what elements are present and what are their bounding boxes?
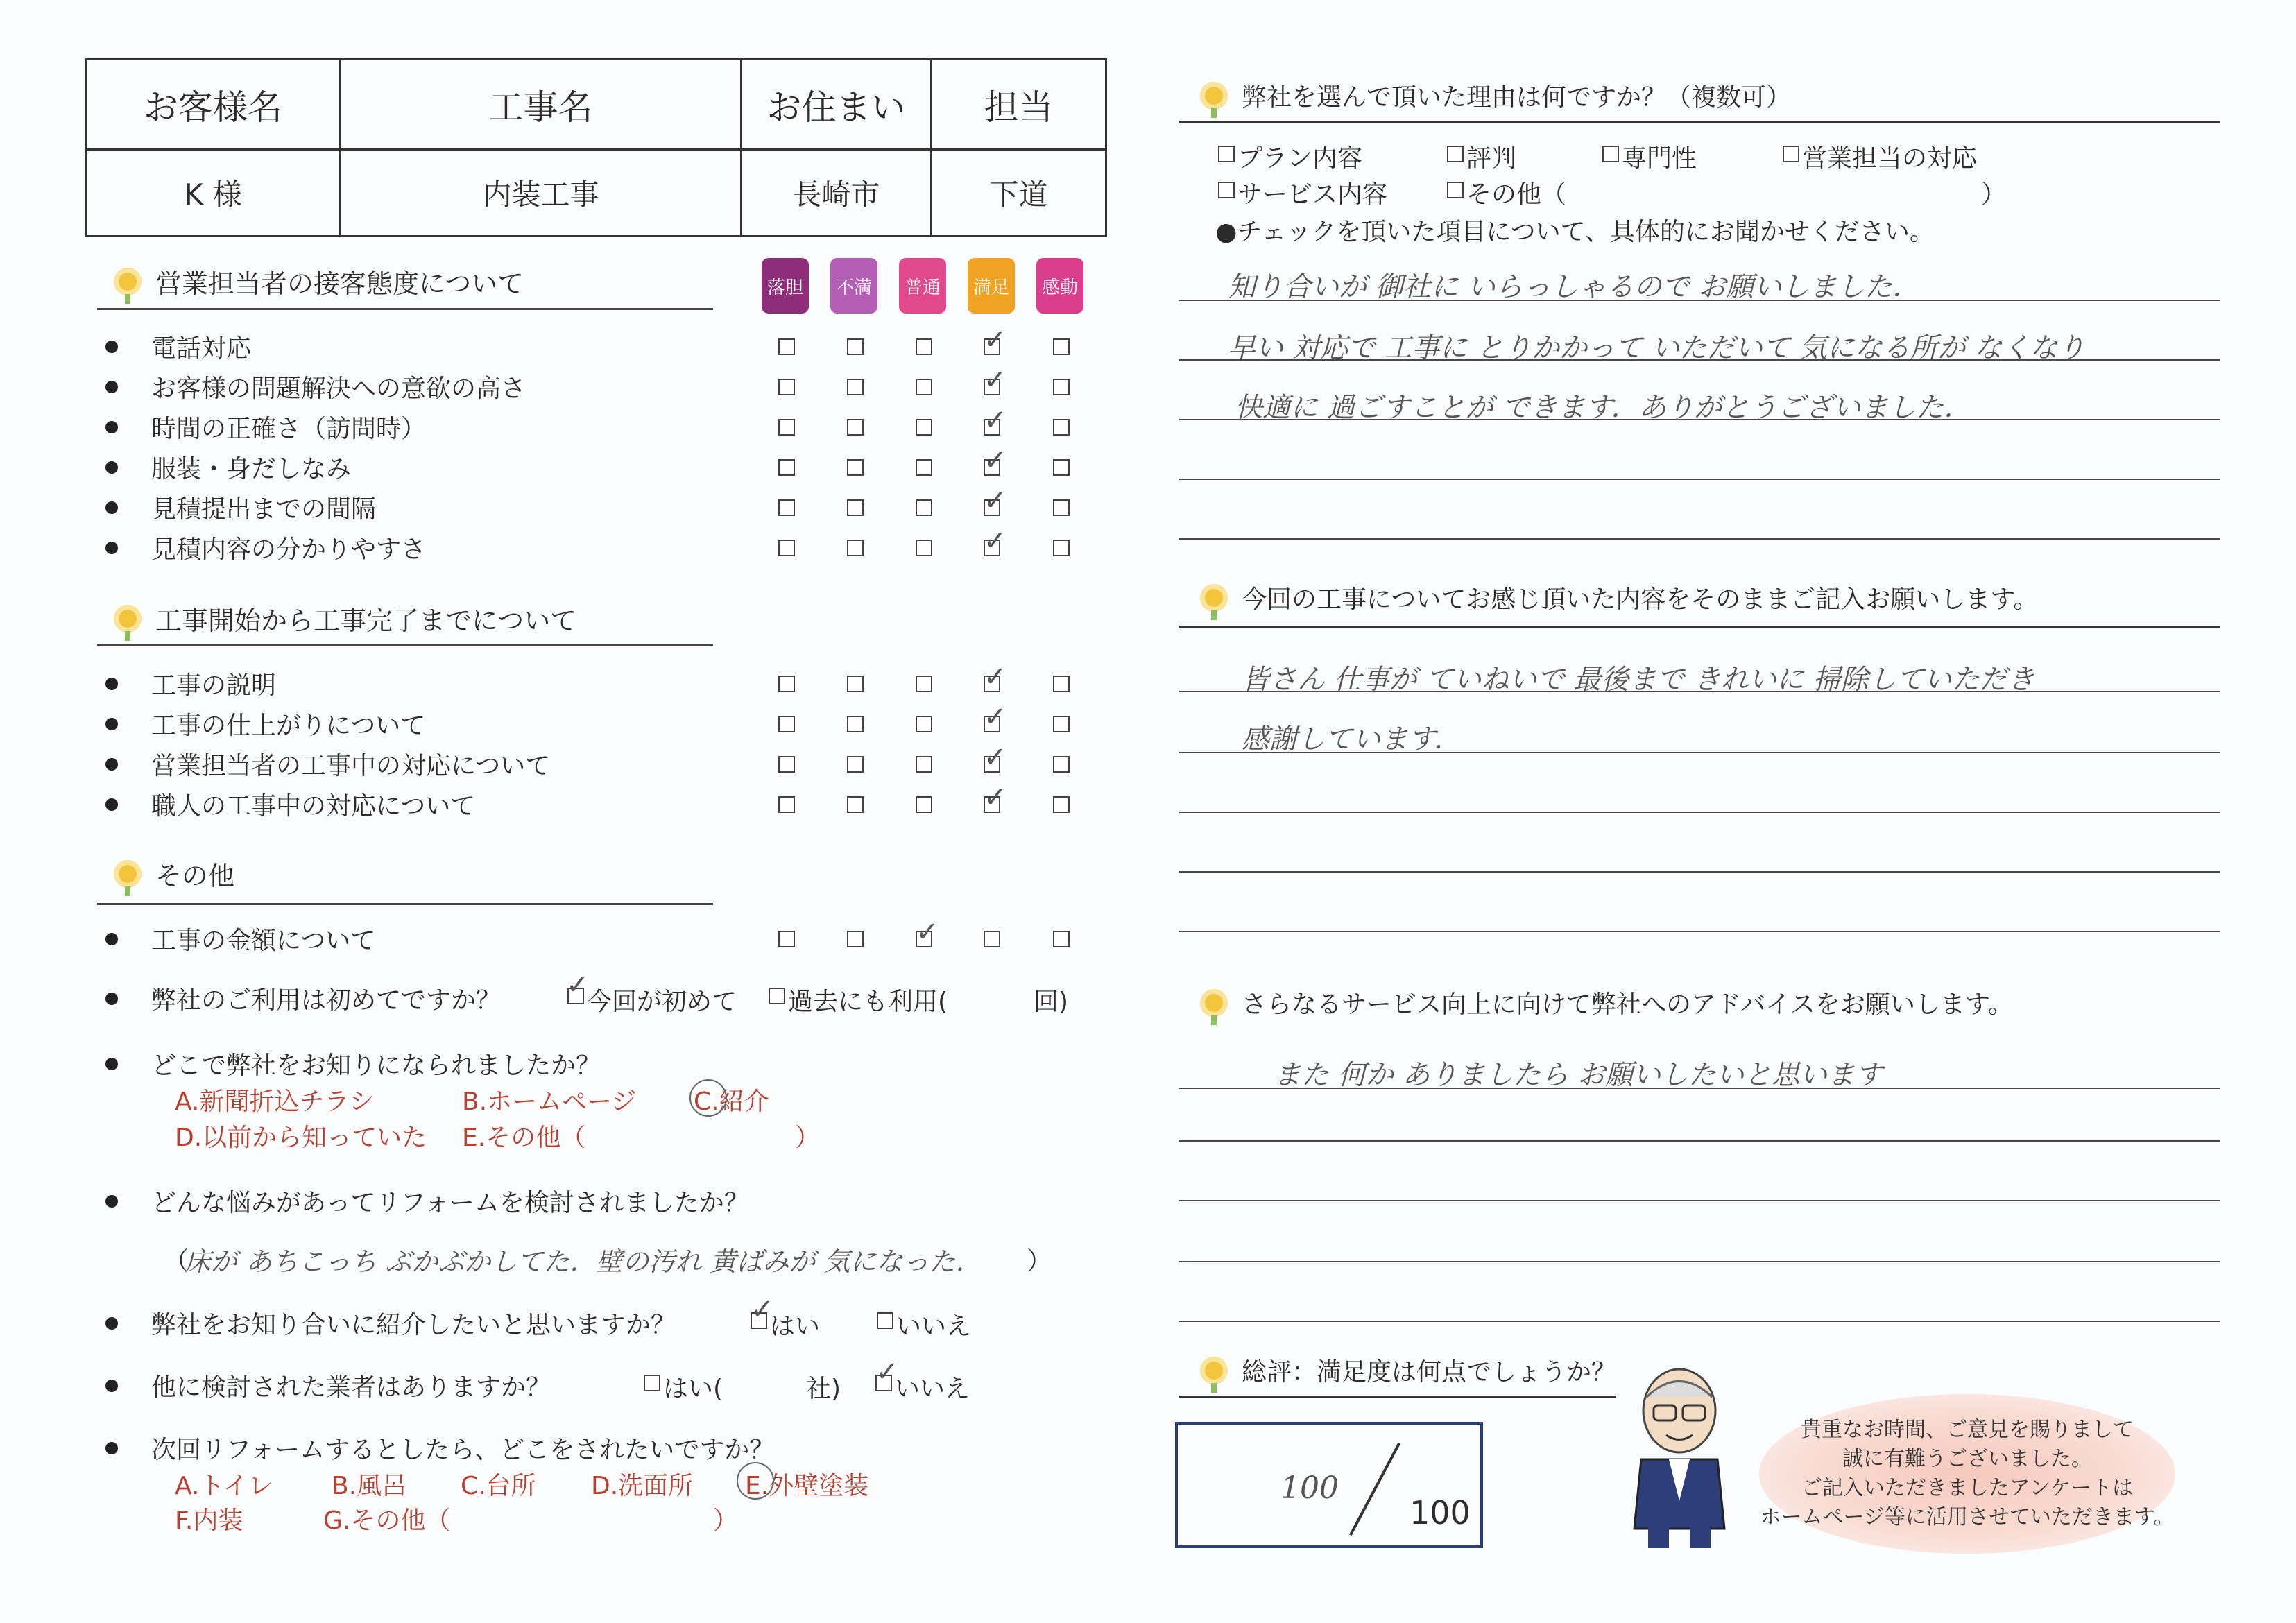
section1-divider [97, 308, 713, 310]
thanks-line-4: ホームページ等に活用させていただきます。 [1760, 1505, 2175, 1529]
section2-divider [97, 644, 713, 646]
writing-line [1179, 812, 2220, 813]
rating-checkbox[interactable] [984, 931, 1000, 947]
writing-line [1179, 871, 2220, 873]
rating-label-2: 不満 [830, 258, 877, 314]
rating-checkbox[interactable] [847, 379, 864, 395]
reason-other-checkbox[interactable] [1447, 182, 1464, 198]
s1-row-estimate-clarity: 見積内容の分かりやすさ [105, 530, 426, 565]
check-mark-icon: ✓ [984, 445, 1007, 476]
reason-detail-prompt: ●チェックを頂いた項目について、具体的にお聞かせください。 [1215, 218, 1935, 246]
reason-divider [1179, 121, 2220, 123]
advice-heading [1200, 985, 2013, 1020]
first-time-label: 今回が初めて [587, 988, 737, 1016]
thanks-line-3: ご記入いただきましたアンケートは [1801, 1476, 2134, 1500]
rating-checkbox[interactable] [1053, 379, 1070, 395]
worry-close: ） [1027, 1247, 1052, 1276]
section1-title: 営業担当者の接客態度について [155, 268, 524, 299]
flower-icon [1200, 1357, 1228, 1384]
rating-checkbox[interactable] [1053, 540, 1070, 556]
rating-checkbox[interactable] [778, 419, 795, 436]
rating-checkbox[interactable] [778, 499, 795, 516]
q-how-know: どこで弊社をお知りになられましたか？ [105, 1046, 601, 1081]
know-option-d: D.以前から知っていた [175, 1124, 427, 1152]
bullet-icon [105, 798, 118, 811]
check-mark-icon: ✓ [984, 701, 1007, 733]
s2-row-sales-response: 営業担当者の工事中の対応について [105, 746, 550, 782]
next-option-d: D.洗面所 [591, 1472, 694, 1500]
thanks-message [1759, 1394, 2175, 1554]
thanks-line-2: 誠に有難うございました。 [1842, 1447, 2092, 1471]
rating-checkbox[interactable] [1053, 459, 1070, 476]
section3-heading [114, 855, 234, 893]
circle-mark-icon [737, 1462, 774, 1500]
customer-name: K 様 [184, 178, 242, 212]
advice-title: さらなるサービス向上に向けて弊社へのアドバイスをお願いします。 [1242, 990, 2014, 1019]
bullet-icon [105, 993, 118, 1005]
next-option-a: A.トイレ [175, 1472, 273, 1500]
bullet-icon [105, 421, 118, 433]
bullet-icon [105, 1380, 118, 1392]
header-staff-label: 担当 [984, 87, 1054, 128]
area-value: 長崎市 [792, 178, 880, 212]
rating-checkbox[interactable] [916, 796, 932, 813]
next-option-g: G.その他（ [323, 1506, 451, 1535]
rating-checkbox[interactable] [778, 756, 795, 773]
flower-icon [1200, 82, 1228, 110]
rating-checkbox[interactable] [1053, 796, 1070, 813]
next-option-g-end: ） [713, 1506, 739, 1535]
other-yes-checkbox[interactable] [644, 1375, 660, 1391]
next-option-b: B.風呂 [332, 1472, 407, 1500]
staff-value: 下道 [989, 178, 1048, 212]
q-next-reform: 次回リフォームするとしたら、どこをされたいですか？ [105, 1430, 774, 1466]
intro-no-checkbox[interactable] [877, 1312, 893, 1329]
s1-row-estimate-interval: 見積提出までの間隔 [105, 490, 376, 525]
reason-sales-checkbox[interactable] [1783, 146, 1799, 162]
bullet-icon [105, 933, 118, 945]
rating-checkbox[interactable] [847, 459, 864, 476]
next-option-f: F.内装 [175, 1506, 243, 1535]
know-option-e-end: ） [795, 1124, 821, 1152]
rating-checkbox[interactable] [847, 676, 864, 692]
bullet-icon [105, 501, 118, 514]
section2-title: 工事開始から工事完了までについて [155, 606, 577, 636]
s1-row-phone: 電話対応 [105, 329, 251, 364]
reason-answer-line-3: 快適に 過ごすことが できます．ありがとうございました． [1235, 392, 1972, 424]
rating-checkbox[interactable] [847, 796, 864, 813]
section3-title: その他 [155, 861, 235, 891]
rating-checkbox[interactable] [778, 338, 795, 355]
reason-other-end: ） [1981, 180, 2007, 209]
check-mark-icon: ✓ [916, 916, 939, 948]
bullet-icon [105, 718, 118, 730]
score-box [1175, 1422, 1483, 1548]
rating-checkbox[interactable] [1053, 756, 1070, 773]
check-mark-icon: ✓ [875, 1356, 899, 1388]
next-option-e: E.外壁塗装 [745, 1472, 869, 1500]
flower-icon [1200, 989, 1228, 1017]
impression-answer-line-2: 感謝しています． [1242, 723, 1462, 755]
rating-checkbox[interactable] [847, 931, 864, 947]
reason-sales-label: 営業担当の対応 [1802, 144, 1978, 173]
writing-line [1179, 931, 2220, 932]
s2-row-craftsman-response: 職人の工事中の対応について [105, 787, 475, 822]
impression-answer-line-1: 皆さん 仕事が ていねいで 最後まで きれいに 掃除していただき [1242, 664, 2035, 696]
s3-row-price: 工事の金額について [105, 921, 375, 956]
rating-checkbox[interactable] [1053, 419, 1070, 436]
other-no-label: いいえ [895, 1375, 970, 1403]
s2-row-explanation: 工事の説明 [105, 666, 276, 701]
flower-icon [1200, 584, 1228, 612]
writing-line [1179, 1200, 2220, 1201]
rating-checkbox[interactable] [916, 499, 932, 516]
rating-checkbox[interactable] [847, 419, 864, 436]
rating-checkbox[interactable] [778, 676, 795, 692]
bullet-icon [105, 1442, 118, 1454]
other-yes-unit: 社) [806, 1375, 841, 1403]
bullet-icon [105, 758, 118, 771]
circle-mark-icon [689, 1079, 727, 1117]
rating-checkbox[interactable] [778, 796, 795, 813]
rating-checkbox[interactable] [1053, 499, 1070, 516]
rating-checkbox[interactable] [847, 756, 864, 773]
total-heading [1200, 1352, 1616, 1388]
check-mark-icon: ✓ [984, 741, 1007, 773]
intro-yes-label: はい [770, 1312, 821, 1341]
check-mark-icon: ✓ [984, 485, 1007, 517]
rating-checkbox[interactable] [1053, 338, 1070, 355]
rating-checkbox[interactable] [847, 499, 864, 516]
flower-icon [114, 268, 142, 295]
rating-label-3: 普通 [899, 258, 946, 314]
rating-checkbox[interactable] [847, 716, 864, 732]
worry-open: （ [164, 1247, 189, 1276]
bullet-icon [105, 1195, 118, 1208]
q-worry: どんな悩みがあってリフォームを検討されましたか？ [105, 1183, 749, 1219]
rating-checkbox[interactable] [778, 379, 795, 395]
writing-line [1179, 1140, 2220, 1142]
other-yes-label: はい( [663, 1375, 723, 1403]
advice-answer-line-1: また 何か ありましたら お願いしたいと思います [1274, 1059, 1883, 1091]
score-value: 100 [1280, 1470, 1339, 1506]
rating-checkbox[interactable] [778, 540, 795, 556]
impression-title: 今回の工事についてお感じ頂いた内容をそのままご記入お願いします。 [1242, 585, 2039, 614]
rating-checkbox[interactable] [847, 540, 864, 556]
staff-mascot-icon [1620, 1362, 1738, 1556]
section2-heading [114, 599, 576, 637]
q-introduce: 弊社をお知り合いに紹介したいと思いますか？ [105, 1305, 676, 1341]
flower-icon [114, 860, 142, 888]
s1-row-motivation: お客様の問題解決への意欲の高さ [105, 369, 526, 404]
writing-line [1179, 1261, 2220, 1262]
past-use-label: 過去にも利用( [788, 988, 948, 1016]
writing-line [1179, 1321, 2220, 1322]
s2-row-finish: 工事の仕上がりについて [105, 706, 425, 741]
rating-checkbox[interactable] [778, 459, 795, 476]
bullet-icon [105, 381, 118, 393]
rating-label-5: 感動 [1036, 258, 1083, 314]
reason-answer-line-1: 知り合いが 御社に いらっしゃるので お願いしました． [1228, 271, 1921, 303]
total-title: 総評：満足度は何点でしょうか？ [1242, 1358, 1617, 1386]
rating-checkbox[interactable] [916, 756, 932, 773]
check-mark-icon: ✓ [984, 782, 1007, 814]
check-mark-icon: ✓ [984, 661, 1007, 693]
past-use-checkbox[interactable] [769, 988, 785, 1004]
rating-checkbox[interactable] [916, 419, 932, 436]
header-area-label: お住まい [766, 87, 906, 128]
check-mark-icon: ✓ [566, 969, 590, 1001]
section3-divider [97, 903, 713, 905]
s1-row-appearance: 服装・身だしなみ [105, 449, 351, 485]
impression-divider [1179, 626, 2220, 628]
bullet-icon [105, 461, 118, 474]
rating-checkbox[interactable] [916, 540, 932, 556]
reason-reputation-checkbox[interactable] [1447, 146, 1464, 162]
bullet-icon [105, 678, 118, 690]
flower-icon [114, 605, 142, 633]
rating-checkbox[interactable] [778, 931, 795, 947]
reason-service-label: サービス内容 [1237, 180, 1388, 209]
reason-other-label: その他（ [1466, 180, 1567, 209]
next-option-c: C.台所 [461, 1472, 536, 1500]
reason-heading [1200, 78, 1791, 113]
header-customer-label: お客様名 [144, 87, 282, 128]
writing-line [1179, 538, 2220, 540]
header-work-label: 工事名 [488, 87, 593, 128]
q-other-vendors: 他に検討された業者はありますか？ [105, 1368, 551, 1403]
reason-title: 弊社を選んで頂いた理由は何ですか？（複数可） [1242, 83, 1792, 112]
slash-divider [1349, 1443, 1400, 1536]
rating-checkbox[interactable] [916, 716, 932, 732]
section1-heading [114, 262, 524, 300]
reason-plan-checkbox[interactable] [1218, 146, 1235, 162]
reason-plan-label: プラン内容 [1237, 144, 1363, 173]
rating-checkbox[interactable] [847, 338, 864, 355]
writing-line [1179, 479, 2220, 480]
reason-expertise-label: 専門性 [1622, 144, 1697, 173]
know-option-e: E.その他（ [462, 1124, 586, 1152]
bullet-icon [105, 542, 118, 554]
check-mark-icon: ✓ [984, 324, 1007, 356]
reason-reputation-label: 評判 [1466, 144, 1517, 173]
header-table [85, 58, 1107, 237]
rating-checkbox[interactable] [916, 676, 932, 692]
s1-row-punctuality: 時間の正確さ（訪問時） [105, 409, 426, 445]
rating-checkbox[interactable] [778, 716, 795, 732]
reason-expertise-checkbox[interactable] [1602, 146, 1619, 162]
score-max: 100 [1410, 1494, 1471, 1531]
check-mark-icon: ✓ [984, 404, 1007, 436]
check-mark-icon: ✓ [984, 364, 1007, 396]
reason-service-checkbox[interactable] [1218, 182, 1235, 198]
bullet-icon [105, 1058, 118, 1070]
intro-no-label: いいえ [896, 1312, 972, 1341]
check-mark-icon: ✓ [751, 1294, 774, 1325]
bullet-icon [105, 341, 118, 353]
work-name: 内装工事 [482, 178, 599, 212]
reason-answer-line-2: 早い 対応で 工事に とりかかって いただいて 気になる所が なくなり [1228, 332, 2086, 364]
know-option-a: A.新聞折込チラシ [175, 1088, 375, 1116]
check-mark-icon: ✓ [984, 525, 1007, 557]
rating-checkbox[interactable] [916, 459, 932, 476]
rating-label-1: 落胆 [762, 258, 809, 314]
rating-checkbox[interactable] [916, 338, 932, 355]
rating-checkbox[interactable] [1053, 931, 1070, 947]
worry-answer: 床が あちこっち ぶかぶかしてた．壁の汚れ 黄ばみが 気になった． [185, 1246, 982, 1277]
thanks-line-1: 貴重なお時間、ご意見を賜りまして [1801, 1418, 2134, 1442]
know-option-c: C.紹介 [694, 1088, 769, 1116]
bullet-icon [105, 1317, 118, 1330]
rating-checkbox[interactable] [1053, 716, 1070, 732]
past-use-unit: 回) [1034, 988, 1069, 1016]
rating-checkbox[interactable] [1053, 676, 1070, 692]
q-first-time: 弊社のご利用は初めてですか？ [105, 981, 501, 1016]
rating-checkbox[interactable] [916, 379, 932, 395]
total-divider [1179, 1396, 1616, 1398]
know-option-b: B.ホームページ [462, 1088, 637, 1116]
rating-label-4: 満足 [968, 258, 1015, 314]
impression-heading [1200, 580, 2038, 615]
